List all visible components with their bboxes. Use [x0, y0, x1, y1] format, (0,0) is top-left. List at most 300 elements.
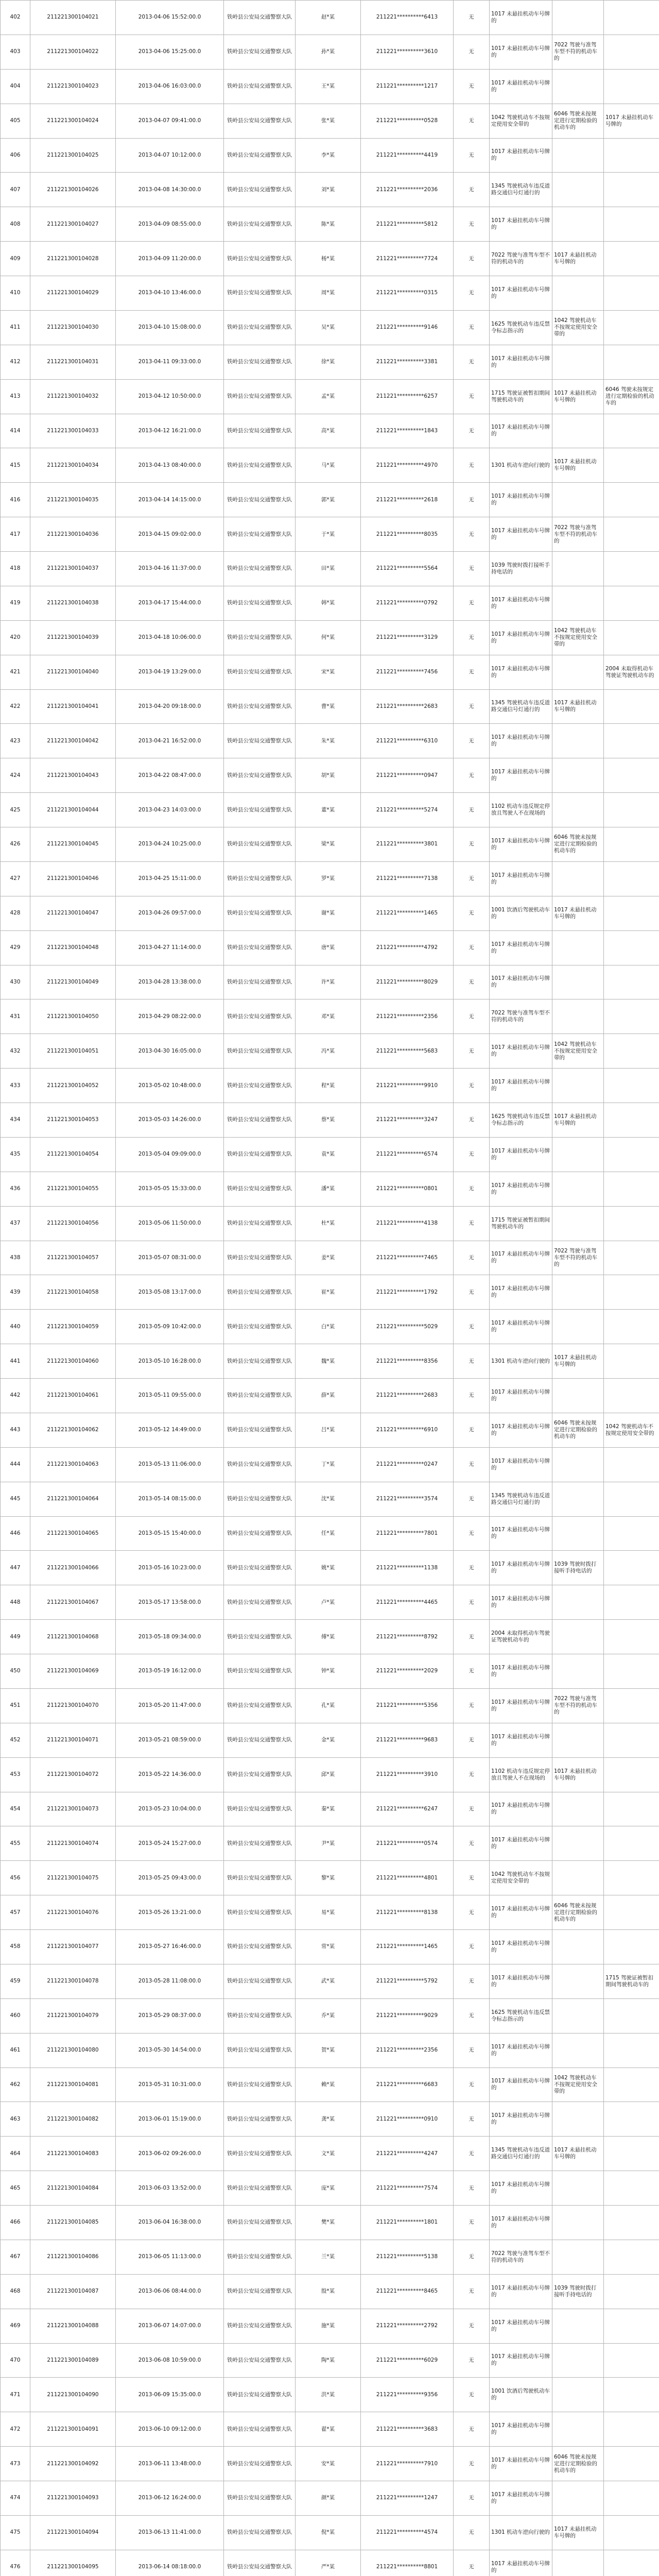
id-number-cell: 211221**********2618 [361, 483, 454, 517]
penalty-time-cell: 2013-04-22 08:47:00.0 [116, 758, 224, 793]
authority-cell: 铁岭县公安局交通警察大队 [224, 1, 296, 35]
violation-cell-3 [604, 930, 659, 965]
license-cell: 无 [454, 1585, 490, 1620]
violation-cell-1: 1017 未悬挂机动车号牌的 [490, 1516, 552, 1551]
decision-number-cell: 211221300104030 [30, 310, 116, 345]
violation-cell-1: 1017 未悬挂机动车号牌的 [490, 1172, 552, 1206]
violation-cell-2 [552, 1206, 604, 1241]
penalty-time-cell: 2013-06-13 11:41:00.0 [116, 2515, 224, 2550]
authority-cell: 铁岭县公安局交通警察大队 [224, 1792, 296, 1826]
penalty-time-cell: 2013-04-06 15:25:00.0 [116, 35, 224, 69]
license-cell: 无 [454, 2067, 490, 2102]
row-number-cell: 447 [1, 1551, 30, 1585]
license-cell: 无 [454, 2515, 490, 2550]
table-row [1, 1723, 659, 1757]
id-number-cell: 211221**********2683 [361, 689, 454, 724]
table-row [1, 1482, 659, 1516]
row-number-cell: 403 [1, 35, 30, 69]
party-name-cell: 白*某 [296, 1310, 361, 1344]
license-cell: 无 [454, 1137, 490, 1172]
violation-cell-2 [552, 2033, 604, 2067]
violation-cell-3 [604, 2378, 659, 2412]
violation-cell-3 [604, 1998, 659, 2033]
license-cell: 无 [454, 138, 490, 173]
penalty-time-cell: 2013-05-04 09:09:00.0 [116, 1137, 224, 1172]
party-name-cell: 秦*某 [296, 1792, 361, 1826]
decision-number-cell: 211221300104085 [30, 2206, 116, 2240]
violation-cell-1: 1345 驾驶机动车违反道路交通信号灯通行的 [490, 1482, 552, 1516]
table-row [1, 1310, 659, 1344]
violation-cell-1: 1017 未悬挂机动车号牌的 [490, 2033, 552, 2067]
authority-cell: 铁岭县公安局交通警察大队 [224, 138, 296, 173]
license-cell: 无 [454, 1620, 490, 1654]
violation-cell-2: 1017 未悬挂机动车号牌的 [552, 448, 604, 483]
violation-cell-3 [604, 35, 659, 69]
decision-number-cell: 211221300104050 [30, 999, 116, 1034]
violation-cell-1: 1017 未悬挂机动车号牌的 [490, 35, 552, 69]
row-number-cell: 448 [1, 1585, 30, 1620]
party-name-cell: 倪*某 [296, 2515, 361, 2550]
row-number-cell: 449 [1, 1620, 30, 1654]
violation-cell-3 [604, 448, 659, 483]
id-number-cell: 211221**********4574 [361, 2515, 454, 2550]
violation-cell-3: 2004 未取得机动车驾驶证驾驶机动车的 [604, 655, 659, 689]
party-name-cell: 崔*某 [296, 1275, 361, 1310]
party-name-cell: 卢*某 [296, 1585, 361, 1620]
row-number-cell: 424 [1, 758, 30, 793]
violation-cell-2 [552, 2550, 604, 2576]
records-table-body [1, 1, 659, 2576]
violation-cell-2 [552, 276, 604, 311]
license-cell: 无 [454, 1723, 490, 1757]
party-name-cell: 赵*某 [296, 1, 361, 35]
table-row [1, 930, 659, 965]
violation-cell-1: 1017 未悬挂机动车号牌的 [490, 861, 552, 896]
id-number-cell: 211221**********4419 [361, 138, 454, 173]
party-name-cell: 乔*某 [296, 1998, 361, 2033]
violation-cell-2 [552, 655, 604, 689]
party-name-cell: 王*某 [296, 69, 361, 104]
row-number-cell: 402 [1, 1, 30, 35]
license-cell: 无 [454, 1792, 490, 1826]
authority-cell: 铁岭县公安局交通警察大队 [224, 242, 296, 276]
license-cell: 无 [454, 2378, 490, 2412]
authority-cell: 铁岭县公安局交通警察大队 [224, 999, 296, 1034]
decision-number-cell: 211221300104033 [30, 414, 116, 448]
decision-number-cell: 211221300104093 [30, 2481, 116, 2516]
violation-cell-3 [604, 310, 659, 345]
license-cell: 无 [454, 586, 490, 620]
party-name-cell: 吴*某 [296, 310, 361, 345]
table-row [1, 2515, 659, 2550]
row-number-cell: 414 [1, 414, 30, 448]
license-cell: 无 [454, 104, 490, 138]
party-name-cell: 宋*某 [296, 655, 361, 689]
row-number-cell: 419 [1, 586, 30, 620]
license-cell: 无 [454, 2240, 490, 2274]
violation-cell-3 [604, 2240, 659, 2274]
decision-number-cell: 211221300104075 [30, 1861, 116, 1895]
party-name-cell: 樊*某 [296, 2206, 361, 2240]
authority-cell: 铁岭县公安局交通警察大队 [224, 1275, 296, 1310]
row-number-cell: 435 [1, 1137, 30, 1172]
table-row [1, 896, 659, 930]
row-number-cell: 422 [1, 689, 30, 724]
decision-number-cell: 211221300104088 [30, 2309, 116, 2343]
row-number-cell: 437 [1, 1206, 30, 1241]
violation-cell-3 [604, 69, 659, 104]
authority-cell: 铁岭县公安局交通警察大队 [224, 827, 296, 862]
violation-cell-1: 1017 未悬挂机动车号牌的 [490, 1688, 552, 1723]
license-cell: 无 [454, 827, 490, 862]
decision-number-cell: 211221300104066 [30, 1551, 116, 1585]
license-cell: 无 [454, 1, 490, 35]
table-row [1, 2206, 659, 2240]
license-cell: 无 [454, 1861, 490, 1895]
violation-cell-1: 2004 未取得机动车驾驶证驾驶机动车的 [490, 1620, 552, 1654]
violation-cell-3 [604, 414, 659, 448]
party-name-cell: 严*某 [296, 2550, 361, 2576]
violation-cell-1: 1301 机动车逆向行驶的 [490, 2515, 552, 2550]
license-cell: 无 [454, 2550, 490, 2576]
row-number-cell: 408 [1, 207, 30, 242]
id-number-cell: 211221**********5029 [361, 1310, 454, 1344]
penalty-time-cell: 2013-05-18 09:34:00.0 [116, 1620, 224, 1654]
table-row [1, 552, 659, 586]
penalty-time-cell: 2013-05-09 10:42:00.0 [116, 1310, 224, 1344]
violation-cell-1: 1017 未悬挂机动车号牌的 [490, 2481, 552, 2516]
penalty-time-cell: 2013-04-12 10:50:00.0 [116, 379, 224, 414]
violation-cell-1: 1017 未悬挂机动车号牌的 [490, 1379, 552, 1413]
violation-cell-1: 7022 驾驶与准驾车型不符的机动车的 [490, 999, 552, 1034]
violation-cell-1: 1017 未悬挂机动车号牌的 [490, 1069, 552, 1103]
violation-cell-3 [604, 724, 659, 758]
penalty-time-cell: 2013-04-19 13:29:00.0 [116, 655, 224, 689]
decision-number-cell: 211221300104024 [30, 104, 116, 138]
penalty-time-cell: 2013-06-09 15:35:00.0 [116, 2378, 224, 2412]
decision-number-cell: 211221300104026 [30, 173, 116, 207]
id-number-cell: 211221**********7801 [361, 1516, 454, 1551]
authority-cell: 铁岭县公安局交通警察大队 [224, 1654, 296, 1689]
id-number-cell: 211221**********5564 [361, 552, 454, 586]
license-cell: 无 [454, 379, 490, 414]
violation-cell-2 [552, 1998, 604, 2033]
id-number-cell: 211221**********9146 [361, 310, 454, 345]
violation-cell-3 [604, 1688, 659, 1723]
party-name-cell: 邓*某 [296, 999, 361, 1034]
decision-number-cell: 211221300104025 [30, 138, 116, 173]
license-cell: 无 [454, 1930, 490, 1964]
violation-cell-3 [604, 276, 659, 311]
penalty-time-cell: 2013-04-10 13:46:00.0 [116, 276, 224, 311]
violation-cell-3 [604, 1930, 659, 1964]
penalty-time-cell: 2013-05-10 16:28:00.0 [116, 1344, 224, 1379]
table-row [1, 104, 659, 138]
violation-cell-3 [604, 1620, 659, 1654]
id-number-cell: 211221**********7724 [361, 242, 454, 276]
id-number-cell: 211221**********1801 [361, 2206, 454, 2240]
violation-cell-2 [552, 1930, 604, 1964]
row-number-cell: 452 [1, 1723, 30, 1757]
violation-cell-3 [604, 1275, 659, 1310]
party-name-cell: 梁*某 [296, 827, 361, 862]
decision-number-cell: 211221300104065 [30, 1516, 116, 1551]
decision-number-cell: 211221300104055 [30, 1172, 116, 1206]
violation-cell-2 [552, 1137, 604, 1172]
table-row [1, 965, 659, 999]
violation-cell-2 [552, 2343, 604, 2378]
row-number-cell: 428 [1, 896, 30, 930]
violation-cell-1: 1017 未悬挂机动车号牌的 [490, 1034, 552, 1069]
violation-cell-2 [552, 999, 604, 1034]
row-number-cell: 416 [1, 483, 30, 517]
violation-cell-3 [604, 483, 659, 517]
authority-cell: 铁岭县公安局交通警察大队 [224, 483, 296, 517]
authority-cell: 铁岭县公安局交通警察大队 [224, 1757, 296, 1792]
violation-cell-2 [552, 1069, 604, 1103]
authority-cell: 铁岭县公安局交通警察大队 [224, 414, 296, 448]
violation-cell-2: 1017 未悬挂机动车号牌的 [552, 2515, 604, 2550]
table-row [1, 655, 659, 689]
license-cell: 无 [454, 2447, 490, 2481]
row-number-cell: 475 [1, 2515, 30, 2550]
penalty-time-cell: 2013-04-13 08:40:00.0 [116, 448, 224, 483]
authority-cell: 铁岭县公安局交通警察大队 [224, 2240, 296, 2274]
table-row [1, 35, 659, 69]
penalty-time-cell: 2013-05-15 15:40:00.0 [116, 1516, 224, 1551]
penalty-time-cell: 2013-05-19 16:12:00.0 [116, 1654, 224, 1689]
violation-cell-3 [604, 689, 659, 724]
penalty-time-cell: 2013-06-07 14:07:00.0 [116, 2309, 224, 2343]
license-cell: 无 [454, 1069, 490, 1103]
id-number-cell: 211221**********8356 [361, 1344, 454, 1379]
table-row [1, 1585, 659, 1620]
violation-cell-2: 7022 驾驶与准驾车型不符的机动车的 [552, 517, 604, 552]
violation-cell-2 [552, 1654, 604, 1689]
authority-cell: 铁岭县公安局交通警察大队 [224, 1516, 296, 1551]
violation-cell-1: 1017 未悬挂机动车号牌的 [490, 1, 552, 35]
license-cell: 无 [454, 1275, 490, 1310]
decision-number-cell: 211221300104046 [30, 861, 116, 896]
violation-cell-1: 1017 未悬挂机动车号牌的 [490, 2067, 552, 2102]
row-number-cell: 464 [1, 2137, 30, 2171]
decision-number-cell: 211221300104079 [30, 1998, 116, 2033]
table-row [1, 138, 659, 173]
authority-cell: 铁岭县公安局交通警察大队 [224, 379, 296, 414]
authority-cell: 铁岭县公安局交通警察大队 [224, 724, 296, 758]
violation-cell-1: 7022 驾驶与准驾车型不符的机动车的 [490, 2240, 552, 2274]
id-number-cell: 211221**********2029 [361, 1654, 454, 1689]
id-number-cell: 211221**********1465 [361, 896, 454, 930]
table-row [1, 173, 659, 207]
violation-cell-2: 6046 驾驶未按规定进行定期检验的机动车的 [552, 104, 604, 138]
authority-cell: 铁岭县公安局交通警察大队 [224, 1895, 296, 1930]
penalty-time-cell: 2013-04-15 09:02:00.0 [116, 517, 224, 552]
penalty-time-cell: 2013-04-12 16:21:00.0 [116, 414, 224, 448]
row-number-cell: 468 [1, 2274, 30, 2309]
violation-cell-2: 1039 驾驶时拨打接听手持电话的 [552, 1551, 604, 1585]
id-number-cell: 211221**********3610 [361, 35, 454, 69]
id-number-cell: 211221**********6413 [361, 1, 454, 35]
party-name-cell: 田*某 [296, 552, 361, 586]
party-name-cell: 任*某 [296, 1516, 361, 1551]
id-number-cell: 211221**********6683 [361, 2067, 454, 2102]
party-name-cell: 沈*某 [296, 1482, 361, 1516]
table-row [1, 1620, 659, 1654]
id-number-cell: 211221**********5792 [361, 1964, 454, 1998]
license-cell: 无 [454, 1826, 490, 1861]
violation-cell-1: 1042 驾驶机动车不按规定使用安全带的 [490, 104, 552, 138]
violation-cell-1: 1102 机动车违反规定停放且驾驶人不在现场的 [490, 1757, 552, 1792]
authority-cell: 铁岭县公安局交通警察大队 [224, 1413, 296, 1447]
violation-cell-2 [552, 414, 604, 448]
table-row [1, 1551, 659, 1585]
decision-number-cell: 211221300104059 [30, 1310, 116, 1344]
party-name-cell: 龚*某 [296, 2102, 361, 2137]
penalty-time-cell: 2013-04-17 15:44:00.0 [116, 586, 224, 620]
violation-cell-3 [604, 1206, 659, 1241]
party-name-cell: 陶*某 [296, 2343, 361, 2378]
table-row [1, 2067, 659, 2102]
violation-cell-1: 1017 未悬挂机动车号牌的 [490, 1930, 552, 1964]
table-row [1, 448, 659, 483]
decision-number-cell: 211221300104074 [30, 1826, 116, 1861]
violation-cell-1: 1017 未悬挂机动车号牌的 [490, 965, 552, 999]
penalty-time-cell: 2013-06-05 11:13:00.0 [116, 2240, 224, 2274]
party-name-cell: 陈*某 [296, 207, 361, 242]
decision-number-cell: 211221300104036 [30, 517, 116, 552]
violation-cell-1: 1017 未悬挂机动车号牌的 [490, 2343, 552, 2378]
table-row [1, 379, 659, 414]
party-name-cell: 程*某 [296, 1069, 361, 1103]
penalty-time-cell: 2013-06-01 15:19:00.0 [116, 2102, 224, 2137]
violation-cell-3: 6046 驾驶未按规定进行定期检验的机动车的 [604, 379, 659, 414]
id-number-cell: 211221**********5356 [361, 1688, 454, 1723]
penalty-time-cell: 2013-04-24 10:25:00.0 [116, 827, 224, 862]
decision-number-cell: 211221300104051 [30, 1034, 116, 1069]
violation-cell-2 [552, 1447, 604, 1482]
row-number-cell: 467 [1, 2240, 30, 2274]
decision-number-cell: 211221300104045 [30, 827, 116, 862]
violation-cell-1: 1017 未悬挂机动车号牌的 [490, 483, 552, 517]
row-number-cell: 440 [1, 1310, 30, 1344]
row-number-cell: 446 [1, 1516, 30, 1551]
decision-number-cell: 211221300104064 [30, 1482, 116, 1516]
license-cell: 无 [454, 999, 490, 1034]
id-number-cell: 211221**********3129 [361, 620, 454, 655]
authority-cell: 铁岭县公安局交通警察大队 [224, 1344, 296, 1379]
id-number-cell: 211221**********2792 [361, 2309, 454, 2343]
authority-cell: 铁岭县公安局交通警察大队 [224, 2447, 296, 2481]
authority-cell: 铁岭县公安局交通警察大队 [224, 2378, 296, 2412]
decision-number-cell: 211221300104034 [30, 448, 116, 483]
decision-number-cell: 211221300104060 [30, 1344, 116, 1379]
violation-cell-3 [604, 2102, 659, 2137]
authority-cell: 铁岭县公安局交通警察大队 [224, 1482, 296, 1516]
table-row [1, 2033, 659, 2067]
penalty-time-cell: 2013-05-27 16:46:00.0 [116, 1930, 224, 1964]
violation-cell-1: 1017 未悬挂机动车号牌的 [490, 620, 552, 655]
violation-cell-2: 6046 驾驶未按规定进行定期检验的机动车的 [552, 1895, 604, 1930]
authority-cell: 铁岭县公安局交通警察大队 [224, 1137, 296, 1172]
violation-cell-3 [604, 1344, 659, 1379]
violation-cell-2 [552, 724, 604, 758]
authority-cell: 铁岭县公安局交通警察大队 [224, 345, 296, 379]
party-name-cell: 郭*某 [296, 483, 361, 517]
decision-number-cell: 211221300104048 [30, 930, 116, 965]
violation-cell-1: 1017 未悬挂机动车号牌的 [490, 655, 552, 689]
violation-cell-2: 1017 未悬挂机动车号牌的 [552, 1757, 604, 1792]
decision-number-cell: 211221300104069 [30, 1654, 116, 1689]
decision-number-cell: 211221300104095 [30, 2550, 116, 2576]
violation-cell-2: 1017 未悬挂机动车号牌的 [552, 242, 604, 276]
decision-number-cell: 211221300104089 [30, 2343, 116, 2378]
party-name-cell: 施*某 [296, 2309, 361, 2343]
license-cell: 无 [454, 793, 490, 827]
authority-cell: 铁岭县公安局交通警察大队 [224, 104, 296, 138]
row-number-cell: 418 [1, 552, 30, 586]
violation-cell-1: 7022 驾驶与准驾车型不符的机动车的 [490, 242, 552, 276]
license-cell: 无 [454, 724, 490, 758]
row-number-cell: 434 [1, 1103, 30, 1138]
penalty-time-cell: 2013-05-02 10:48:00.0 [116, 1069, 224, 1103]
authority-cell: 铁岭县公安局交通警察大队 [224, 1723, 296, 1757]
violation-cell-2 [552, 758, 604, 793]
violation-cell-3 [604, 2412, 659, 2447]
violation-cell-3 [604, 1172, 659, 1206]
authority-cell: 铁岭县公安局交通警察大队 [224, 2343, 296, 2378]
id-number-cell: 211221**********1792 [361, 1275, 454, 1310]
id-number-cell: 211221**********5812 [361, 207, 454, 242]
violation-cell-3 [604, 2206, 659, 2240]
violation-cell-2 [552, 2102, 604, 2137]
license-cell: 无 [454, 2343, 490, 2378]
row-number-cell: 438 [1, 1241, 30, 1275]
penalty-time-cell: 2013-05-07 08:31:00.0 [116, 1241, 224, 1275]
party-name-cell: 钟*某 [296, 1654, 361, 1689]
party-name-cell: 孙*某 [296, 35, 361, 69]
row-number-cell: 411 [1, 310, 30, 345]
party-name-cell: 易*某 [296, 1895, 361, 1930]
party-name-cell: 孔*某 [296, 1688, 361, 1723]
row-number-cell: 462 [1, 2067, 30, 2102]
table-row [1, 2550, 659, 2576]
row-number-cell: 465 [1, 2171, 30, 2206]
violation-cell-1: 1017 未悬挂机动车号牌的 [490, 2171, 552, 2206]
violation-cell-3 [604, 2309, 659, 2343]
id-number-cell: 211221**********4801 [361, 1861, 454, 1895]
authority-cell: 铁岭县公安局交通警察大队 [224, 1998, 296, 2033]
decision-number-cell: 211221300104035 [30, 483, 116, 517]
violation-cell-1: 1042 驾驶机动车不按规定使用安全带的 [490, 1861, 552, 1895]
table-row [1, 2137, 659, 2171]
violation-cell-1: 1625 驾驶机动车违反禁令标志指示的 [490, 1103, 552, 1138]
license-cell: 无 [454, 2171, 490, 2206]
violation-cell-1: 1345 驾驶机动车违反道路交通信号灯通行的 [490, 2137, 552, 2171]
license-cell: 无 [454, 1103, 490, 1138]
violation-cell-1: 1017 未悬挂机动车号牌的 [490, 1723, 552, 1757]
penalty-time-cell: 2013-05-28 11:08:00.0 [116, 1964, 224, 1998]
license-cell: 无 [454, 2137, 490, 2171]
row-number-cell: 461 [1, 2033, 30, 2067]
id-number-cell: 211221**********5138 [361, 2240, 454, 2274]
decision-number-cell: 211221300104027 [30, 207, 116, 242]
party-name-cell: 董*某 [296, 793, 361, 827]
authority-cell: 铁岭县公安局交通警察大队 [224, 1861, 296, 1895]
decision-number-cell: 211221300104091 [30, 2412, 116, 2447]
violation-cell-1: 1625 驾驶机动车违反禁令标志指示的 [490, 310, 552, 345]
authority-cell: 铁岭县公安局交通警察大队 [224, 758, 296, 793]
